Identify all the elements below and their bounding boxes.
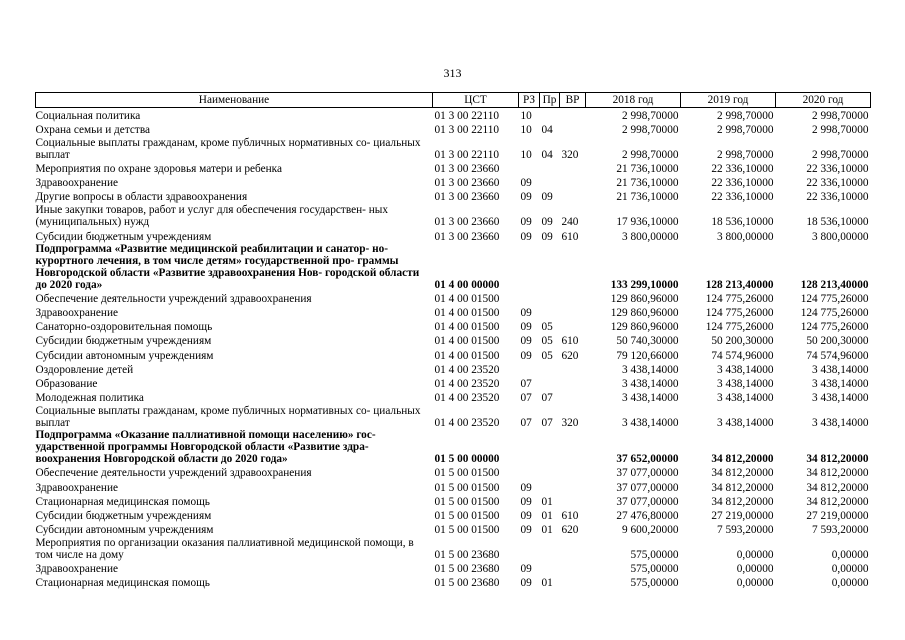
row-cst: 01 4 00 23520 [434, 417, 500, 430]
table-row [36, 479, 871, 493]
row-2019: 3 438,14000 [717, 363, 774, 376]
row-2018: 3 438,14000 [622, 377, 679, 390]
row-rz: 09 [520, 495, 532, 508]
row-rz: 09 [520, 177, 532, 190]
row-pr [540, 536, 560, 561]
row-2018: 37 652,00000 [616, 453, 679, 466]
row-name: Охрана семьи и детства [35, 123, 151, 136]
row-rz [519, 536, 540, 561]
row-name: Субсидии бюджетным учреждениям [35, 230, 212, 243]
row-2019: 34 812,20000 [711, 453, 774, 466]
row-name: Образование [35, 377, 98, 390]
table-row [36, 494, 871, 508]
header-rz: РЗ [519, 93, 540, 108]
row-pr: 05 [541, 321, 553, 334]
row-pr [540, 479, 560, 493]
header-2018: 2018 год [586, 93, 681, 108]
row-vr: 620 [561, 524, 579, 537]
row-2019: 124 775,26000 [705, 321, 774, 334]
table-row [36, 161, 871, 175]
row-pr: 04 [541, 148, 553, 161]
table-row [36, 189, 871, 203]
row-2019: 3 438,14000 [717, 392, 774, 405]
row-vr [560, 189, 586, 203]
row-2019: 3 800,00000 [717, 230, 774, 243]
row-pr: 01 [541, 577, 553, 590]
row-pr: 01 [541, 509, 553, 522]
table-row [36, 522, 871, 536]
row-pr [540, 429, 560, 465]
table-row [36, 404, 871, 429]
row-2019: 34 812,20000 [711, 467, 774, 480]
row-2020: 124 775,26000 [800, 292, 869, 305]
row-rz [519, 243, 540, 291]
row-pr [540, 243, 560, 291]
row-2018: 575,00000 [630, 549, 679, 562]
row-cst: 01 5 00 01500 [434, 481, 500, 494]
row-rz: 09 [520, 524, 532, 537]
row-cst: 01 3 00 23660 [434, 216, 500, 229]
row-2020: 34 812,20000 [806, 481, 869, 494]
table-row [36, 228, 871, 242]
row-vr [560, 161, 586, 175]
row-cst: 01 4 00 01500 [434, 292, 500, 305]
table-row [36, 429, 871, 465]
row-rz: 09 [520, 307, 532, 319]
row-vr [560, 429, 586, 465]
row-2019: 34 812,20000 [711, 495, 774, 508]
row-pr [540, 561, 560, 575]
row-2018: 17 936,10000 [616, 216, 679, 229]
row-pr: 01 [541, 524, 553, 537]
row-cst: 01 3 00 22110 [434, 148, 500, 161]
row-name: Субсидии бюджетным учреждениям [35, 509, 212, 522]
table-row [36, 291, 871, 305]
table-row [36, 203, 871, 228]
table-row [36, 305, 871, 319]
row-name: Здравоохранение [35, 177, 119, 190]
row-vr: 320 [561, 417, 579, 430]
row-2019: 0,00000 [736, 563, 774, 576]
row-cst: 01 5 00 01500 [434, 467, 500, 480]
row-vr [560, 390, 586, 404]
table-row [36, 536, 871, 561]
row-cst: 01 5 00 23680 [434, 563, 500, 576]
row-cst: 01 5 00 01500 [434, 495, 500, 508]
row-2019: 50 200,30000 [711, 335, 774, 348]
header-name: Наименование [36, 93, 433, 108]
row-2019: 27 219,00000 [711, 509, 774, 522]
row-2019: 74 574,96000 [711, 349, 774, 362]
row-rz: 09 [520, 216, 532, 229]
row-2020: 0,00000 [831, 577, 869, 590]
row-rz: 07 [520, 377, 532, 390]
row-rz: 09 [520, 563, 532, 576]
row-rz: 07 [520, 392, 532, 405]
table-row [36, 108, 871, 122]
row-2020: 22 336,10000 [806, 177, 869, 190]
row-2018: 129 860,96000 [610, 321, 679, 334]
row-pr: 07 [541, 417, 553, 430]
row-pr: 05 [541, 349, 553, 362]
row-vr [560, 494, 586, 508]
row-2019: 0,00000 [736, 577, 774, 590]
row-vr [560, 575, 586, 589]
table-row [36, 319, 871, 333]
row-2018: 2 998,70000 [622, 123, 679, 136]
budget-table [35, 92, 871, 589]
row-pr: 04 [541, 123, 553, 136]
row-pr [540, 376, 560, 390]
row-vr [560, 362, 586, 376]
table-row [36, 508, 871, 522]
row-name: Стационарная медицинская помощь [35, 577, 210, 590]
row-pr [540, 108, 560, 122]
row-name: Субсидии автономным учреждениям [35, 349, 214, 362]
row-2020: 34 812,20000 [806, 453, 869, 466]
row-rz: 09 [520, 335, 532, 348]
table-row [36, 136, 871, 161]
row-rz [519, 362, 540, 376]
row-2020: 3 438,14000 [812, 363, 869, 376]
row-vr: 620 [561, 349, 579, 362]
row-rz [519, 465, 540, 479]
row-rz: 10 [520, 123, 532, 136]
row-2020: 34 812,20000 [806, 495, 869, 508]
row-name: Социальные выплаты гражданам, кроме публичных нормативных со- циальных выплат [35, 405, 421, 430]
row-cst: 01 4 00 23520 [434, 377, 500, 390]
row-2018: 37 077,00000 [616, 467, 679, 480]
row-name: Обеспечение деятельности учреждений здравоохранения [35, 467, 312, 480]
row-vr: 610 [561, 335, 579, 348]
row-cst: 01 4 00 01500 [434, 307, 500, 319]
row-cst: 01 4 00 23520 [434, 392, 500, 405]
row-vr [560, 465, 586, 479]
row-pr: 07 [541, 392, 553, 405]
row-rz: 09 [520, 349, 532, 362]
row-2019: 2 998,70000 [717, 148, 774, 161]
row-2019: 22 336,10000 [711, 191, 774, 204]
row-2018: 129 860,96000 [610, 292, 679, 305]
row-2018: 2 998,70000 [622, 148, 679, 161]
row-2020: 7 593,20000 [812, 524, 869, 537]
row-name: Обеспечение деятельности учреждений здравоохранения [35, 292, 312, 305]
table-row [36, 122, 871, 136]
table-row [36, 175, 871, 189]
row-cst: 01 4 00 01500 [434, 321, 500, 334]
table-row [36, 362, 871, 376]
row-2020: 2 998,70000 [812, 109, 869, 122]
row-2020: 27 219,00000 [806, 509, 869, 522]
row-name: Подпрограмма «Оказание паллиативной помощи населению» гос- ударственной программы Новгородской области «Развитие здра- воохранения Новгородской области до 2020 года» [35, 429, 376, 466]
row-2019: 124 775,26000 [705, 307, 774, 319]
row-pr: 09 [541, 191, 553, 204]
row-name: Социальная политика [35, 109, 141, 122]
row-2018: 79 120,66000 [616, 349, 679, 362]
row-2020: 128 213,40000 [800, 278, 869, 291]
row-name: Подпрограмма «Развитие медицинской реабилитации и санатор- но-курортного лечения, в том числе детям» государственной про- граммы Новгородской области «Развитие здравоохранения Нов- городской области до 2020 года» [35, 242, 420, 291]
table-row [36, 561, 871, 575]
table-row [36, 465, 871, 479]
row-2018: 27 476,80000 [616, 509, 679, 522]
row-2018: 575,00000 [630, 577, 679, 590]
row-vr: 240 [561, 216, 579, 229]
row-name: Социальные выплаты гражданам, кроме публичных нормативных со- циальных выплат [35, 136, 421, 161]
table-row [36, 347, 871, 361]
row-2019: 128 213,40000 [705, 278, 774, 291]
row-name: Субсидии автономным учреждениям [35, 524, 214, 537]
row-2018: 3 438,14000 [622, 363, 679, 376]
row-2018: 133 299,10000 [610, 278, 679, 291]
row-2020: 3 438,14000 [812, 417, 869, 430]
row-2019: 2 998,70000 [717, 123, 774, 136]
row-2019: 124 775,26000 [705, 292, 774, 305]
row-2020: 50 200,30000 [806, 335, 869, 348]
row-name: Оздоровление детей [35, 363, 134, 376]
row-2018: 575,00000 [630, 563, 679, 576]
row-2018: 3 438,14000 [622, 392, 679, 405]
row-2020: 74 574,96000 [806, 349, 869, 362]
row-2019: 22 336,10000 [711, 177, 774, 190]
row-name: Иные закупки товаров, работ и услуг для обеспечения государствен- ных (муниципальных) нужд [35, 204, 389, 229]
row-vr [560, 319, 586, 333]
row-cst: 01 5 00 01500 [434, 524, 500, 537]
table-row [36, 243, 871, 291]
row-vr [560, 536, 586, 561]
row-name: Мероприятия по охране здоровья матери и ребенка [35, 163, 282, 176]
row-2020: 22 336,10000 [806, 163, 869, 176]
row-2018: 129 860,96000 [610, 307, 679, 319]
row-pr [540, 465, 560, 479]
row-rz: 09 [520, 321, 532, 334]
row-2020: 3 438,14000 [812, 392, 869, 405]
row-vr: 610 [561, 230, 579, 243]
row-rz: 10 [520, 148, 532, 161]
row-cst: 01 5 00 01500 [434, 509, 500, 522]
table-row [36, 390, 871, 404]
row-name: Здравоохранение [35, 563, 119, 576]
row-2019: 0,00000 [736, 549, 774, 562]
row-name: Мероприятия по организации оказания паллиативной медицинской помощи, в том числе на дому [35, 537, 414, 562]
row-rz [519, 291, 540, 305]
row-2020: 124 775,26000 [800, 307, 869, 319]
row-2019: 2 998,70000 [717, 109, 774, 122]
row-cst: 01 3 00 23660 [434, 163, 500, 176]
row-2019: 34 812,20000 [711, 481, 774, 494]
row-pr: 09 [541, 230, 553, 243]
header-cst: ЦСТ [433, 93, 519, 108]
row-2019: 3 438,14000 [717, 377, 774, 390]
row-pr [540, 305, 560, 319]
row-2018: 3 438,14000 [622, 417, 679, 430]
row-2020: 3 438,14000 [812, 377, 869, 390]
row-2019: 7 593,20000 [717, 524, 774, 537]
row-cst: 01 4 00 01500 [434, 335, 500, 348]
table-row [36, 575, 871, 589]
row-2020: 124 775,26000 [800, 321, 869, 334]
row-2018: 21 736,10000 [616, 177, 679, 190]
row-rz [519, 429, 540, 465]
row-cst: 01 3 00 22110 [434, 109, 500, 122]
row-2018: 50 740,30000 [616, 335, 679, 348]
row-name: Субсидии бюджетным учреждениям [35, 335, 212, 348]
row-name: Молодежная политика [35, 392, 144, 405]
row-name: Здравоохранение [35, 307, 119, 319]
row-2018: 3 800,00000 [622, 230, 679, 243]
header-vr: ВР [560, 93, 586, 108]
row-rz: 09 [520, 577, 532, 590]
header-2019: 2019 год [681, 93, 776, 108]
row-cst: 01 4 00 00000 [434, 278, 500, 291]
row-vr [560, 479, 586, 493]
row-name: Другие вопросы в области здравоохранения [35, 191, 248, 204]
row-cst: 01 4 00 23520 [434, 363, 500, 376]
row-name: Стационарная медицинская помощь [35, 495, 210, 508]
row-pr: 01 [541, 495, 553, 508]
row-2020: 0,00000 [831, 563, 869, 576]
row-rz: 09 [520, 230, 532, 243]
row-2019: 18 536,10000 [711, 216, 774, 229]
row-vr [560, 376, 586, 390]
row-rz: 09 [520, 509, 532, 522]
row-vr [560, 175, 586, 189]
row-name: Здравоохранение [35, 481, 119, 494]
row-pr [540, 291, 560, 305]
row-rz: 10 [520, 109, 532, 122]
table-row [36, 376, 871, 390]
table-body [36, 108, 871, 590]
row-2018: 21 736,10000 [616, 163, 679, 176]
row-2020: 3 800,00000 [812, 230, 869, 243]
row-cst: 01 3 00 23660 [434, 191, 500, 204]
row-vr [560, 291, 586, 305]
table-header-row [36, 93, 871, 108]
page-number: 313 [443, 66, 462, 80]
row-2020: 2 998,70000 [812, 148, 869, 161]
row-vr [560, 561, 586, 575]
row-cst: 01 3 00 23660 [434, 230, 500, 243]
row-pr [540, 161, 560, 175]
row-vr: 320 [561, 148, 579, 161]
row-cst: 01 4 00 01500 [434, 349, 500, 362]
row-2018: 9 600,20000 [622, 524, 679, 537]
row-2018: 21 736,10000 [616, 191, 679, 204]
row-rz: 07 [520, 417, 532, 430]
row-2018: 37 077,00000 [616, 481, 679, 494]
row-rz: 09 [520, 191, 532, 204]
row-2020: 34 812,20000 [806, 467, 869, 480]
row-2020: 0,00000 [831, 549, 869, 562]
row-vr: 610 [561, 509, 579, 522]
row-pr [540, 362, 560, 376]
header-pr: Пр [540, 93, 560, 108]
header-2020: 2020 год [776, 93, 871, 108]
row-2019: 3 438,14000 [717, 417, 774, 430]
row-rz [519, 161, 540, 175]
row-cst: 01 3 00 22110 [434, 123, 500, 136]
row-vr [560, 243, 586, 291]
row-pr: 05 [541, 335, 553, 348]
row-pr: 09 [541, 216, 553, 229]
row-2020: 18 536,10000 [806, 216, 869, 229]
row-vr [560, 305, 586, 319]
row-cst: 01 5 00 23680 [434, 549, 500, 562]
row-pr [540, 175, 560, 189]
row-vr [560, 122, 586, 136]
row-2018: 2 998,70000 [622, 109, 679, 122]
row-2020: 2 998,70000 [812, 123, 869, 136]
row-cst: 01 5 00 23680 [434, 577, 500, 590]
row-2020: 22 336,10000 [806, 191, 869, 204]
row-vr [560, 108, 586, 122]
row-name: Санаторно-оздоровительная помощь [35, 321, 213, 334]
row-cst: 01 3 00 23660 [434, 177, 500, 190]
row-rz: 09 [520, 481, 532, 494]
table-row [36, 333, 871, 347]
row-2018: 37 077,00000 [616, 495, 679, 508]
row-cst: 01 5 00 00000 [434, 453, 500, 466]
row-2019: 22 336,10000 [711, 163, 774, 176]
